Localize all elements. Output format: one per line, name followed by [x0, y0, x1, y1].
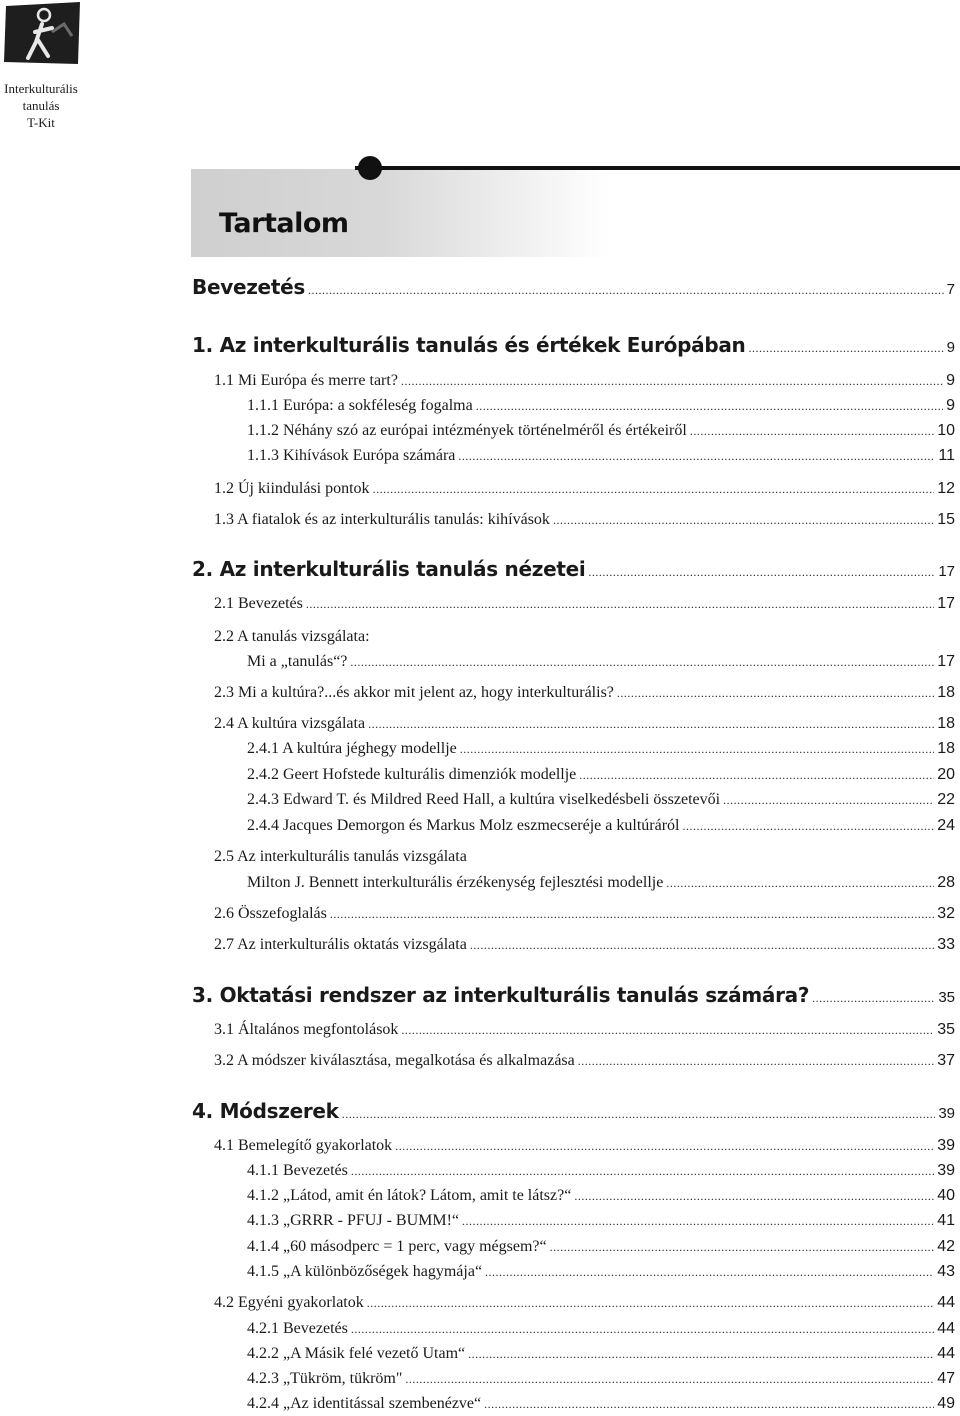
- toc-entry-title: 3.1 Általános megfontolások: [214, 1021, 399, 1038]
- toc-entry-page: 7: [946, 281, 955, 298]
- toc-entry[interactable]: [247, 1369, 955, 1389]
- toc-entry-page: 18: [937, 740, 955, 757]
- dot-leader: [682, 816, 934, 836]
- toc-entry-title: 1.1 Mi Európa és merre tart?: [214, 372, 398, 389]
- toc-entry[interactable]: [214, 714, 955, 734]
- toc-entry-page: 44: [937, 1345, 955, 1362]
- toc-entry-page: 35: [937, 1021, 955, 1038]
- side-label-line3: T-Kit: [27, 115, 55, 130]
- dot-leader: [405, 1369, 934, 1389]
- toc-entry-title: 4. Módszerek: [192, 1099, 339, 1123]
- toc-entry[interactable]: [192, 277, 955, 300]
- dot-leader: [690, 421, 934, 441]
- dot-leader: [351, 1161, 934, 1181]
- toc-entry-page: 44: [937, 1294, 955, 1311]
- dot-leader: [579, 765, 934, 785]
- toc-entry-page: 47: [937, 1370, 955, 1387]
- toc-entry-page: 28: [937, 874, 955, 891]
- toc-entry-page: 37: [937, 1052, 955, 1069]
- toc-entry-title: Milton J. Bennett interkulturális érzékenység fejlesztési modellje: [247, 874, 664, 891]
- dot-leader: [373, 479, 935, 499]
- toc-entry-page: 44: [937, 1320, 955, 1337]
- toc-entry-page: 39: [937, 1162, 955, 1179]
- toc-entry[interactable]: [247, 790, 955, 810]
- dot-leader: [484, 1394, 934, 1414]
- toc-entry-page: 10: [937, 422, 955, 439]
- toc-entry-title: 1.1.1 Európa: a sokféleség fogalma: [247, 397, 473, 414]
- toc-entry[interactable]: [247, 1211, 955, 1231]
- toc-entry[interactable]: [214, 371, 955, 391]
- dot-leader: [460, 739, 934, 759]
- dot-leader: [476, 396, 943, 416]
- toc-entry[interactable]: [214, 594, 955, 614]
- toc-entry-heading[interactable]: 2.5 Az interkulturális tanulás vizsgálata: [214, 848, 467, 865]
- toc-entry[interactable]: [247, 1186, 955, 1206]
- toc-entry-title: 4.1.3 „GRRR - PFUJ - BUMM!“: [247, 1212, 460, 1229]
- toc-entry[interactable]: [192, 335, 955, 358]
- toc-entry-title: 2.7 Az interkulturális oktatás vizsgálata: [214, 936, 467, 953]
- toc-entry[interactable]: [247, 396, 955, 416]
- toc-entry[interactable]: [214, 683, 955, 703]
- dot-leader: [617, 683, 934, 703]
- toc-entry[interactable]: [247, 1319, 955, 1339]
- toc-entry[interactable]: [214, 904, 955, 924]
- toc-entry[interactable]: [192, 559, 955, 582]
- toc-entry-title: 2.1 Bevezetés: [214, 595, 303, 612]
- toc-entry-page: 17: [938, 563, 955, 580]
- toc-entry[interactable]: [214, 510, 955, 530]
- toc-entry-title: 4.1.5 „A különbözőségek hagymája“: [247, 1263, 483, 1280]
- toc-entry-page: 9: [946, 372, 955, 389]
- toc-entry-title: 4.2.1 Bevezetés: [247, 1320, 348, 1337]
- dot-leader: [468, 1344, 934, 1364]
- toc-entry-page: 11: [938, 447, 955, 464]
- toc-entry-title: 1.2 Új kiindulási pontok: [214, 480, 370, 497]
- toc-entry-page: 22: [937, 791, 955, 808]
- toc-entry[interactable]: [247, 873, 955, 893]
- toc-entry-title: 2.4.1 A kultúra jéghegy modellje: [247, 740, 457, 757]
- dot-leader: [550, 1237, 935, 1257]
- toc-entry-page: 18: [937, 715, 955, 732]
- toc-entry-page: 40: [937, 1187, 955, 1204]
- dot-leader: [553, 510, 934, 530]
- toc-entry-title: 2.4 A kultúra vizsgálata: [214, 715, 366, 732]
- toc-entry[interactable]: [247, 1344, 955, 1364]
- page-title: Tartalom: [219, 208, 349, 239]
- toc-entry-page: 15: [937, 511, 955, 528]
- toc-entry-title: 4.2.3 „Tükröm, tükröm": [247, 1370, 403, 1387]
- toc-entry-title: 4.2.4 „Az identitással szembenézve“: [247, 1395, 482, 1412]
- dot-leader: [748, 338, 943, 358]
- toc-entry-title: 4.2.2 „A Másik felé vezető Utam“: [247, 1345, 466, 1362]
- dot-leader: [395, 1136, 934, 1156]
- dot-leader: [485, 1262, 934, 1282]
- toc-entry-title: 4.1 Bemelegítő gyakorlatok: [214, 1137, 393, 1154]
- toc-entry[interactable]: [214, 1020, 955, 1040]
- toc-entry-page: 18: [937, 684, 955, 701]
- dot-leader: [342, 1104, 936, 1124]
- toc-entry-title: 2.4.4 Jacques Demorgon és Markus Molz eszmecseréje a kultúráról: [247, 817, 680, 834]
- toc-entry[interactable]: [214, 479, 955, 499]
- toc-entry-title: Bevezetés: [192, 275, 305, 299]
- toc-entry-page: 9: [946, 339, 955, 356]
- toc-entry[interactable]: [247, 1262, 955, 1282]
- toc-entry[interactable]: [247, 446, 955, 466]
- dot-leader: [351, 1319, 934, 1339]
- dot-leader: [462, 1211, 934, 1231]
- toc-entry[interactable]: [214, 935, 955, 955]
- dot-leader: [458, 446, 935, 466]
- toc-entry[interactable]: [247, 1161, 955, 1181]
- toc-entry[interactable]: [247, 1394, 955, 1414]
- toc-entry-title: 1.1.3 Kihívások Európa számára: [247, 447, 456, 464]
- toc-entry-title: 2.4.2 Geert Hofstede kulturális dimenziók modellje: [247, 766, 577, 783]
- toc-entry-title: 4.1.4 „60 másodperc = 1 perc, vagy mégsem?“: [247, 1238, 547, 1255]
- dot-leader: [401, 371, 943, 391]
- dot-leader: [368, 714, 934, 734]
- toc-entry[interactable]: [247, 739, 955, 759]
- dot-leader: [574, 1186, 934, 1206]
- dot-leader: [367, 1293, 934, 1313]
- dot-leader: [588, 562, 935, 582]
- toc-entry-title: Mi a „tanulás“?: [247, 653, 348, 670]
- toc-entry[interactable]: [247, 765, 955, 785]
- side-label-line1: Interkulturális: [4, 81, 78, 96]
- dot-leader: [308, 280, 944, 300]
- toc-entry[interactable]: [247, 652, 955, 672]
- toc-entry-page: 33: [937, 936, 955, 953]
- toc-entry-title: 1.1.2 Néhány szó az európai intézmények történelméről és értékeiről: [247, 422, 687, 439]
- toc-entry-page: 43: [937, 1263, 955, 1280]
- toc-entry-title: 3.2 A módszer kiválasztása, megalkotása és alkalmazása: [214, 1052, 575, 1069]
- toc-entry[interactable]: [247, 1237, 955, 1257]
- dot-leader: [401, 1020, 934, 1040]
- toc-entry-page: 32: [937, 905, 955, 922]
- toc-entry-title: 3. Oktatási rendszer az interkulturális tanulás számára?: [192, 983, 810, 1007]
- toc-entry[interactable]: [214, 1051, 955, 1071]
- toc-entry-page: 17: [937, 595, 955, 612]
- toc-entry-page: 12: [937, 480, 955, 497]
- toc-entry[interactable]: [214, 1136, 955, 1156]
- dot-leader: [578, 1051, 934, 1071]
- toc-entry[interactable]: [247, 421, 955, 441]
- toc-entry-page: 35: [938, 989, 955, 1006]
- toc-entry-page: 39: [938, 1105, 955, 1122]
- toc-entry-page: 42: [937, 1238, 955, 1255]
- toc-entry-page: 39: [937, 1137, 955, 1154]
- toc-entry[interactable]: [214, 1293, 955, 1313]
- toc-entry[interactable]: [247, 816, 955, 836]
- toc-entry-title: 1.3 A fiatalok és az interkulturális tanulás: kihívások: [214, 511, 550, 528]
- toc-entry-page: 24: [937, 817, 955, 834]
- dot-leader: [470, 935, 934, 955]
- toc-entry-title: 2.6 Összefoglalás: [214, 905, 327, 922]
- toc-entry-title: 4.1.1 Bevezetés: [247, 1162, 348, 1179]
- toc-entry[interactable]: [192, 985, 955, 1008]
- dot-leader: [330, 904, 934, 924]
- dot-leader: [350, 652, 934, 672]
- dot-leader: [812, 988, 935, 1008]
- toc-entry-title: 2. Az interkulturális tanulás nézetei: [192, 557, 586, 581]
- dot-leader: [666, 873, 934, 893]
- dot-leader: [723, 790, 934, 810]
- toc-entry-title: 4.1.2 „Látod, amit én látok? Látom, amit te látsz?“: [247, 1187, 572, 1204]
- toc-entry-title: 4.2 Egyéni gyakorlatok: [214, 1294, 364, 1311]
- toc-entry-page: 9: [946, 397, 955, 414]
- toc-entry[interactable]: [192, 1101, 955, 1124]
- side-label-line2: tanulás: [22, 98, 60, 113]
- toc-entry-page: 41: [937, 1212, 955, 1229]
- toc-entry-title: 1. Az interkulturális tanulás és értékek Európában: [192, 333, 746, 357]
- toc-entry-page: 17: [937, 653, 955, 670]
- dot-leader: [306, 594, 934, 614]
- toc-entry-title: 2.3 Mi a kultúra?...és akkor mit jelent az, hogy interkulturális?: [214, 684, 614, 701]
- toc-entry-heading[interactable]: 2.2 A tanulás vizsgálata:: [214, 628, 370, 645]
- toc-entry-page: 20: [937, 766, 955, 783]
- toc-entry-page: 49: [937, 1395, 955, 1412]
- toc-entry-title: 2.4.3 Edward T. és Mildred Reed Hall, a kultúra viselkedésbeli összetevői: [247, 791, 721, 808]
